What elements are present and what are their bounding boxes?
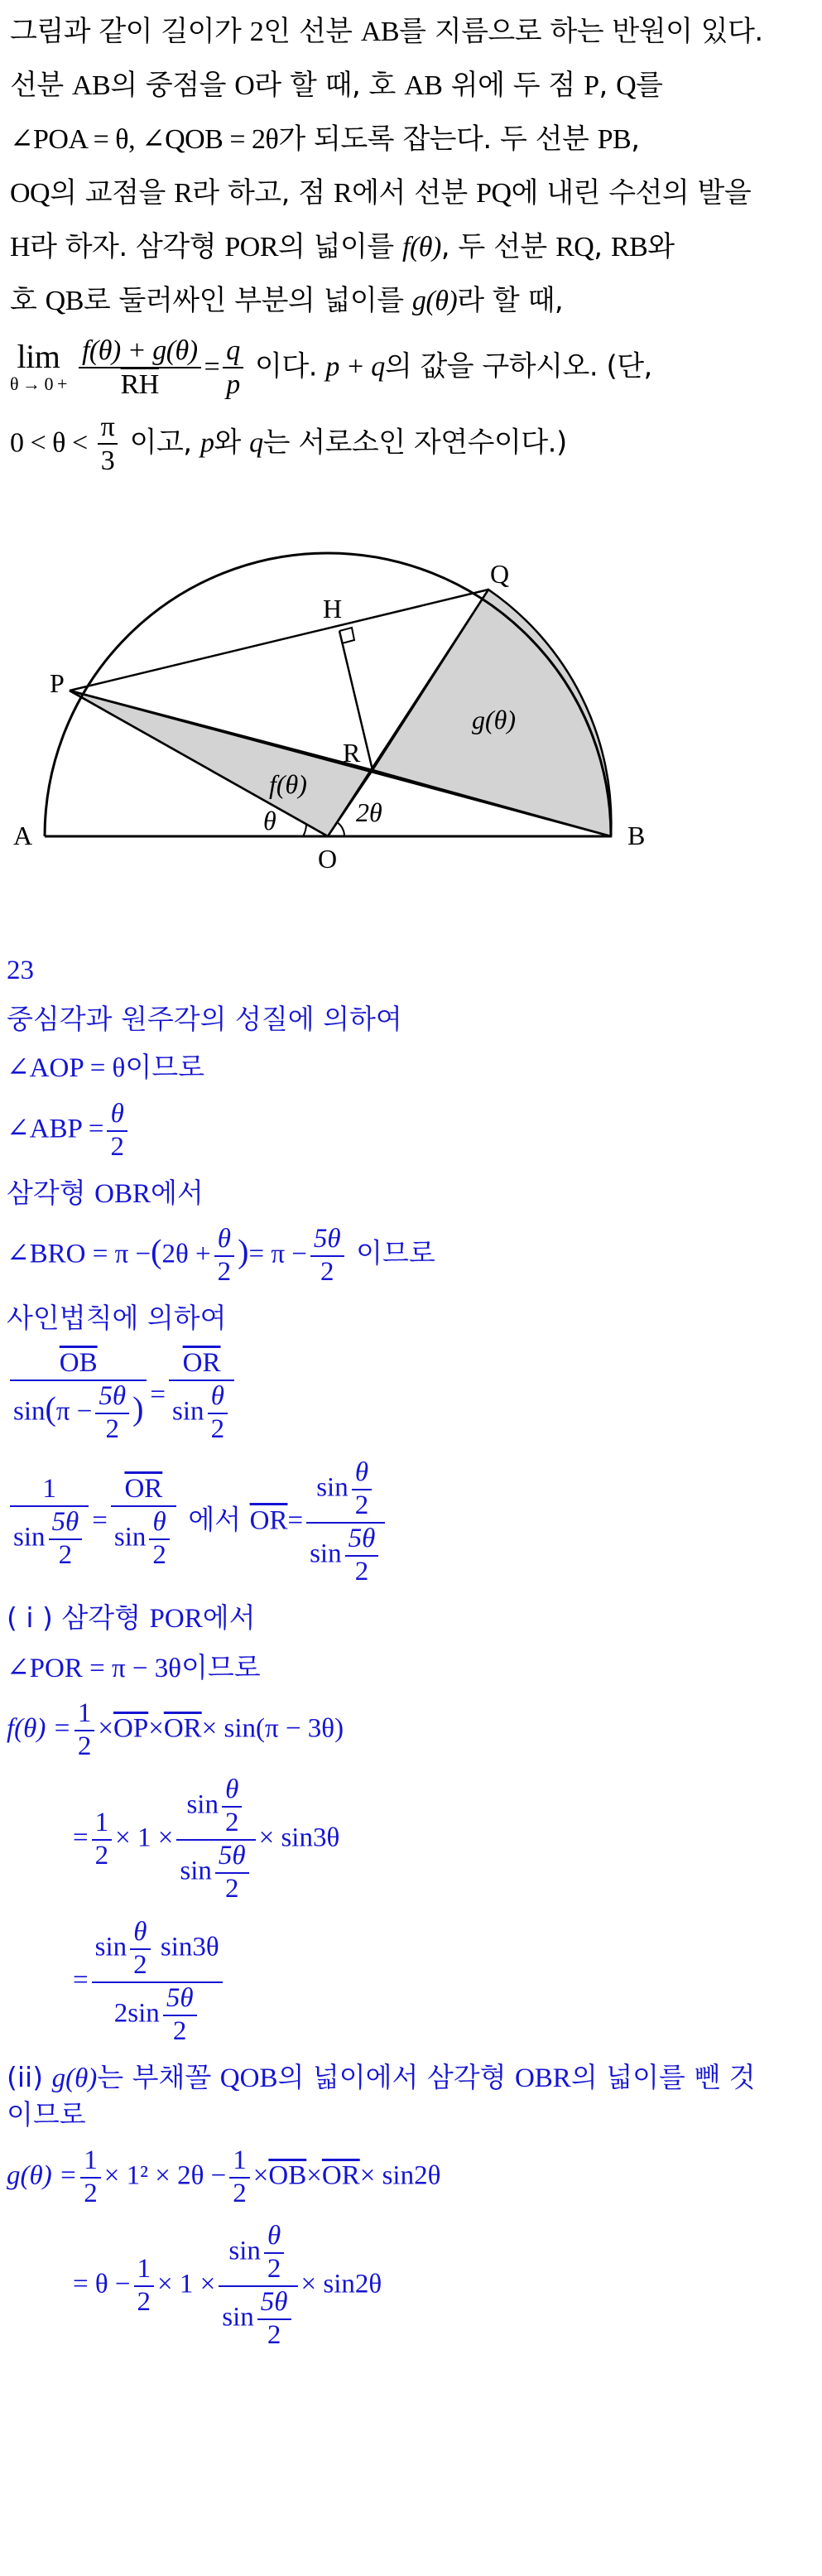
problem-line-3 [10, 113, 813, 166]
denominator: 2 [105, 1414, 119, 1445]
text: 에서 선분 [352, 176, 477, 209]
eq-por-angle [7, 1649, 814, 1688]
text: , [598, 69, 617, 102]
text: 라 할 때, [457, 284, 564, 317]
fraction [345, 1524, 379, 1588]
eq-sine-law [7, 1348, 814, 1446]
text: π − [55, 1396, 93, 1427]
fraction [264, 2221, 285, 2285]
fraction [214, 1224, 235, 1288]
problem-line-6 [10, 274, 813, 328]
fraction [92, 1917, 223, 2048]
text: 를 [636, 69, 663, 102]
text [7, 2059, 814, 2097]
fraction [130, 1917, 151, 1981]
text: p [199, 427, 214, 459]
text: f(θ) = [7, 1713, 71, 1744]
text: 는 서로소인 자연수이다.) [262, 426, 567, 460]
text: = [150, 1379, 166, 1410]
denominator: 2 [267, 2320, 281, 2351]
text: q [249, 427, 263, 459]
text: 삼각형 [7, 1176, 95, 1209]
text: $\overline{OR}$ [321, 2160, 360, 2191]
text: × sin2θ [300, 2269, 382, 2299]
numerator: q [223, 335, 243, 368]
text [7, 1175, 814, 1213]
numerator: θ [107, 1099, 127, 1132]
denominator: 2 [58, 1540, 73, 1571]
text: 2sin [113, 1998, 160, 2029]
text: 는 부채꼴 [97, 2060, 220, 2093]
denominator: p [226, 369, 240, 401]
numerator: f(θ) + g(θ) [79, 335, 201, 368]
text: = [92, 1505, 108, 1536]
text: = θ − [73, 2269, 131, 2299]
numerator: 1 [80, 2145, 101, 2179]
numerator [219, 2221, 297, 2287]
eq-aop [7, 1049, 814, 1087]
text: 의 중점을 [110, 69, 235, 102]
numerator: θ [352, 1457, 373, 1490]
eq-f-1 [7, 1698, 814, 1763]
text: 사인법칙에 의하여 [7, 1301, 227, 1334]
text: sin [13, 1522, 46, 1553]
text: 이다. [246, 349, 326, 383]
numerator: 1 [92, 1808, 113, 1841]
text: O [234, 70, 255, 101]
denominator: 2 [267, 2254, 281, 2285]
text: p + q [325, 351, 385, 383]
text: 의 값을 구하시오. (단, [384, 349, 652, 383]
text: (ii) [7, 2060, 52, 2093]
text: sin [186, 1789, 219, 1820]
problem-line-8 [10, 411, 813, 477]
text: 이므로 [125, 1051, 205, 1084]
denominator [306, 1524, 385, 1588]
text: ∠ABP = [7, 1114, 104, 1144]
text: QB [45, 286, 84, 316]
text: , 두 선분 [440, 230, 556, 263]
text: AB [360, 17, 400, 47]
fraction [306, 1457, 385, 1588]
eq-abp [7, 1099, 814, 1163]
text: × sin3θ [258, 1822, 340, 1853]
denominator: 2 [224, 1807, 239, 1837]
text: 그림과 같이 길이가 [10, 15, 250, 48]
fraction [163, 1983, 197, 2048]
numerator: 5θ [310, 1224, 344, 1257]
eq-g-1 [7, 2145, 814, 2210]
text: ∠POR = π − 3θ [7, 1653, 182, 1683]
text: ∠AOP = θ [7, 1053, 126, 1084]
text: 라 하고, 점 [192, 176, 334, 209]
problem-line-4 [10, 166, 813, 220]
fraction [257, 2287, 291, 2352]
fraction [222, 1774, 243, 1839]
theta-arc [303, 824, 306, 836]
denominator: 2 [224, 1873, 239, 1904]
text: 에서 [202, 1601, 256, 1635]
segment-pq [70, 590, 488, 691]
denominator [10, 1507, 89, 1572]
text: × [252, 2160, 269, 2191]
numerator [92, 1917, 223, 1983]
fraction [215, 1841, 249, 1905]
numerator: 5θ [49, 1507, 83, 1540]
text: 에서 [150, 1176, 204, 1209]
label-r: R [343, 738, 361, 768]
text: 위에 두 점 [442, 69, 584, 102]
text: 와 [214, 426, 250, 460]
denominator: 2 [354, 1490, 369, 1521]
problem-line-2 [10, 59, 813, 113]
numerator: 5θ [215, 1841, 249, 1874]
text: , [631, 123, 640, 156]
answer-number: 23 [7, 956, 34, 985]
text: QOB [219, 2063, 278, 2093]
text: 이므로 [7, 2098, 86, 2131]
denominator [169, 1381, 234, 1446]
text: 의 넓이에서 삼각형 [277, 2060, 515, 2093]
numerator: π [98, 411, 118, 445]
text: ( i ) 삼각형 [7, 1601, 150, 1635]
text: 와 [647, 230, 675, 263]
text: f(θ) [402, 232, 441, 262]
label-p: P [50, 668, 65, 698]
text: sin [310, 1538, 342, 1569]
text: sin [222, 2302, 254, 2333]
text: = [73, 1822, 89, 1853]
text: 중심각과 원주각의 성질에 의하여 [7, 1002, 402, 1035]
numerator: 5θ [257, 2287, 291, 2320]
fraction [134, 2254, 155, 2318]
label-g: g(θ) [472, 705, 517, 734]
text: $\overline{OP}$ [113, 1713, 149, 1744]
text: × 1² × 2θ − [103, 2160, 227, 2191]
text: sin [172, 1396, 204, 1427]
fraction [80, 2145, 101, 2210]
numerator: θ [208, 1381, 228, 1414]
denominator: 2 [172, 2015, 187, 2046]
text: 를 지름으로 하는 반원이 있다. [399, 15, 763, 48]
denominator: 2 [210, 1414, 225, 1445]
text: OQ [10, 178, 50, 209]
fraction [107, 1099, 127, 1163]
text: sin [316, 1472, 349, 1503]
text: 의 넓이를 [278, 230, 402, 263]
numerator: 5θ [95, 1381, 129, 1414]
fraction [111, 1474, 176, 1572]
text: OBR [514, 2063, 571, 2093]
text: = π − [248, 1239, 307, 1269]
text: 이고, [121, 426, 200, 460]
problem-limit-line [10, 335, 813, 401]
text: = [204, 351, 220, 383]
numerator: 1 [10, 1474, 89, 1507]
fraction [10, 1474, 89, 1572]
numerator [176, 1774, 255, 1841]
text: 라 할 때, 호 [254, 69, 405, 102]
numerator: $\overline{OR}$ [169, 1348, 234, 1381]
text: × [148, 1713, 164, 1744]
limit-expression [10, 337, 67, 395]
fraction [229, 2145, 250, 2210]
fraction [49, 1507, 83, 1572]
denominator: 2 [354, 1557, 369, 1587]
denominator [219, 2287, 297, 2352]
fraction [352, 1457, 373, 1522]
label-two-theta: 2θ [356, 797, 382, 827]
text: 라 하자. 삼각형 [30, 230, 225, 263]
label-f: f(θ) [269, 769, 307, 799]
text: AB [72, 70, 111, 101]
fraction [169, 1348, 234, 1446]
text: × 1 × [157, 2269, 216, 2299]
text: 이므로 [181, 1650, 261, 1683]
denominator: 2 [77, 1731, 92, 1762]
numerator: 5θ [163, 1983, 197, 2016]
denominator: 3 [100, 445, 115, 477]
eq-f-3 [7, 1917, 814, 2048]
text: sin [228, 2237, 261, 2266]
text: 2θ + [161, 1239, 211, 1269]
fraction [223, 335, 243, 401]
text: RB [610, 232, 648, 262]
text: sin [113, 1522, 147, 1553]
denominator: 2 [133, 1949, 147, 1980]
denominator: 2 [233, 2178, 247, 2208]
text: × sin2θ [359, 2160, 441, 2191]
text: 에 내린 수선의 발을 [511, 176, 752, 209]
denominator [176, 1841, 255, 1905]
denominator [92, 1983, 223, 2048]
f-region [70, 691, 373, 836]
label-b: B [627, 821, 646, 850]
problem-text [10, 5, 813, 477]
numerator: θ [149, 1507, 170, 1540]
denominator: 2 [94, 1840, 109, 1871]
fraction [208, 1381, 228, 1446]
text: × sin(π − 3θ) [201, 1713, 344, 1744]
text: 의 교점을 [50, 176, 175, 209]
numerator: 1 [75, 1698, 95, 1731]
denominator: 2 [217, 1257, 232, 1287]
text: P [584, 70, 599, 101]
text: H [10, 232, 31, 262]
semicircle-figure [0, 530, 822, 878]
text: 0 < θ < [10, 427, 94, 459]
numerator: $\overline{OR}$ [111, 1474, 176, 1507]
eq-or [7, 1457, 814, 1588]
text: 선분 [10, 69, 72, 102]
text: $\overline{OB}$ [268, 2160, 307, 2191]
numerator: θ [222, 1774, 243, 1808]
eq-bro: ∠BRO = π −(2θ + $\frac{\theta}{2}$ )= π − $\frac{5\theta}{2}$ 이므로 [7, 1224, 435, 1287]
text: RQ [555, 232, 594, 262]
label-o: O [318, 844, 338, 874]
numerator: 1 [134, 2254, 155, 2287]
denominator [111, 1507, 176, 1572]
problem-line-1 [10, 5, 813, 59]
denominator: 2 [84, 2178, 98, 2208]
fraction [176, 1774, 255, 1905]
text: ∠POA = θ, ∠QOB = 2θ [10, 124, 279, 155]
denominator: 2 [110, 1131, 124, 1162]
denominator: 2 [320, 1257, 334, 1287]
text: × 1 × [115, 1822, 174, 1853]
text: Q [616, 70, 637, 101]
text: R [174, 178, 193, 209]
fraction [79, 335, 201, 401]
text: 호 [10, 284, 46, 317]
text: = [73, 1965, 89, 1996]
text: POR [224, 232, 278, 262]
label-a: A [13, 821, 33, 850]
text: sin [13, 1396, 46, 1427]
text: , [594, 230, 611, 263]
text: = [287, 1505, 304, 1536]
text [7, 1600, 814, 1638]
text: 가 되도록 잡는다. 두 선분 [278, 123, 598, 156]
text: θ → 0 + [10, 373, 67, 394]
text: 인 선분 [263, 15, 361, 48]
text: POR [149, 1604, 203, 1635]
text: ∠BRO = π − [7, 1239, 151, 1269]
denominator: RH [120, 369, 159, 401]
text: OBR [94, 1178, 151, 1209]
text: 에서 [179, 1503, 250, 1536]
text: lim [17, 337, 60, 375]
fraction [95, 1381, 129, 1446]
text: PB [597, 124, 632, 155]
text: × [306, 2160, 322, 2191]
numerator: θ [214, 1224, 235, 1257]
fraction [98, 411, 118, 477]
fraction [219, 2221, 297, 2352]
eq-g-2 [7, 2221, 814, 2352]
text: 의 넓이를 뺀 것 [570, 2060, 756, 2093]
denominator: 2 [152, 1540, 166, 1571]
text: sin [180, 1856, 212, 1886]
text: sin3θ [153, 1932, 219, 1962]
eq-f-2 [7, 1774, 814, 1905]
text: sin [94, 1932, 127, 1962]
text: g(θ) = [7, 2160, 78, 2191]
numerator: 5θ [345, 1524, 379, 1557]
label-q: Q [490, 559, 510, 589]
fraction [75, 1698, 95, 1763]
problem-line-5 [10, 220, 813, 274]
text: 이므로 [347, 1236, 435, 1269]
label-h: H [323, 594, 343, 624]
numerator: θ [264, 2221, 285, 2254]
numerator: $\overline{OB}$ [10, 1348, 147, 1381]
text: g(θ) [411, 286, 458, 316]
numerator: θ [130, 1917, 151, 1950]
solution [7, 952, 814, 2352]
two-theta-arc [337, 822, 344, 836]
text: $\overline{OR}$ [249, 1505, 288, 1536]
text: × [98, 1713, 114, 1744]
fraction [10, 1348, 147, 1446]
fraction [149, 1507, 170, 1572]
denominator: 2 [137, 2287, 151, 2318]
text: AB [404, 70, 443, 101]
text: g(θ) [51, 2063, 98, 2093]
fraction [310, 1224, 344, 1288]
text: 로 둘러싸인 부분의 넓이를 [83, 284, 412, 317]
numerator: 1 [229, 2145, 250, 2179]
text: R [333, 178, 353, 209]
text: PQ [476, 178, 512, 209]
label-theta: θ [263, 806, 276, 835]
denominator: sin(π − $\frac{5\theta}{2}$ ) [13, 1381, 144, 1445]
numerator [306, 1457, 385, 1524]
text: 2 [249, 17, 264, 47]
fraction [92, 1808, 113, 1872]
text: $\overline{OR}$ [163, 1713, 202, 1744]
